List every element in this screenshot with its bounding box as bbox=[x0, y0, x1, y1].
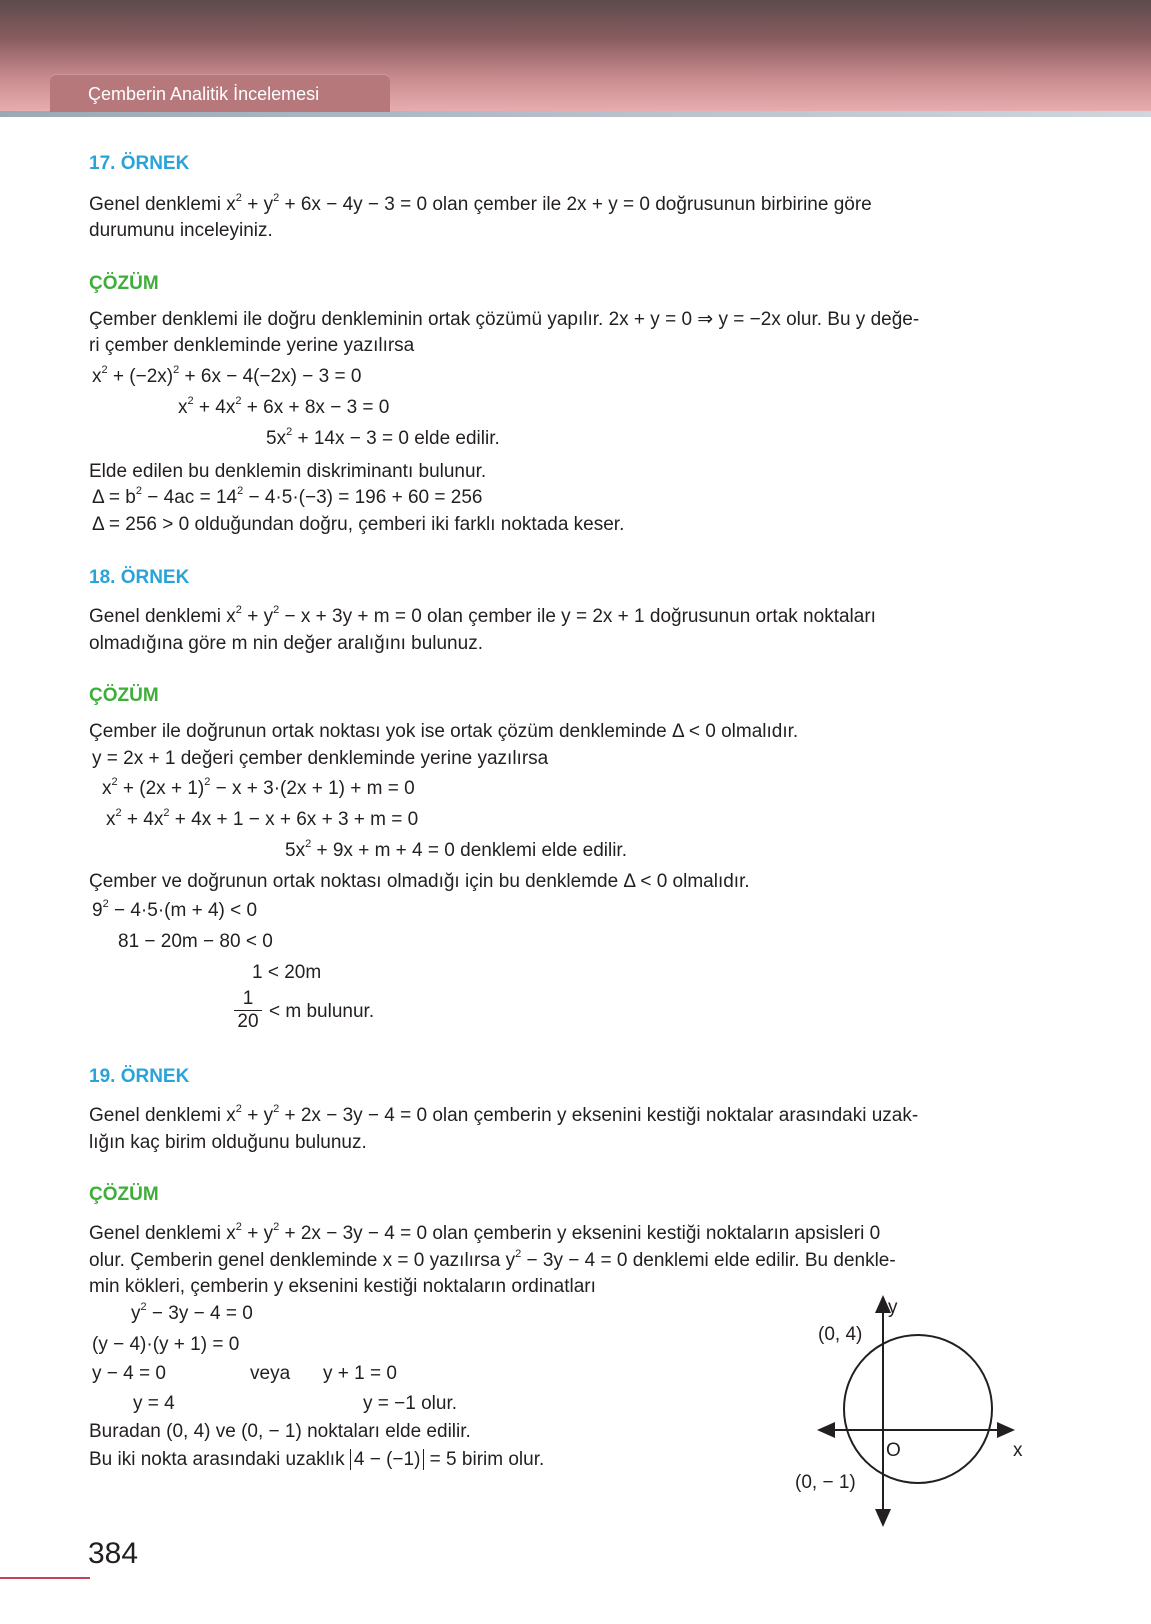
example-19-solution-line-5: Bu iki nokta arasındaki uzaklık 4 − (−1) = 5 birim olur. bbox=[89, 1449, 545, 1470]
y-axis-label: y bbox=[888, 1297, 898, 1318]
example-17-equation-1: $x^2 + (-2x)^2 + 6x - 4(-2x) - 3 = 0$ bbox=[92, 364, 362, 387]
example-19-question-line-2: lığın kaç birim olduğunu bulunuz. bbox=[89, 1132, 367, 1153]
example-19-equation-3a: y − 4 = 0 bbox=[92, 1363, 166, 1384]
example-18-question-line-2: olmadığına göre m nin değer aralığını bulunuz. bbox=[89, 633, 483, 654]
fraction-numerator: 1 bbox=[234, 988, 262, 1011]
example-19-title: 19. ÖRNEK bbox=[89, 1066, 190, 1087]
example-18-equation-1: $x^2 + (2x + 1)^2 - x + 3\cdot(2x + 1) + m = 0$ bbox=[102, 776, 415, 799]
example-19-equation-1: $y^2 - 3y - 4 = 0$ bbox=[131, 1301, 253, 1324]
example-18-result: < m bulunur. bbox=[269, 1001, 375, 1022]
example-17-title: 17. ÖRNEK bbox=[89, 153, 190, 174]
example-19-solution-line-2: olur. Çemberin genel denkleminde x = 0 yazılırsa $y^2 - 3y - 4 = 0$ denklemi elde edilir. Bu denkle- bbox=[89, 1248, 896, 1271]
example-18-inequality-2: 81 − 20m − 80 < 0 bbox=[118, 931, 273, 952]
example-19-equation-2: (y − 4)·(y + 1) = 0 bbox=[92, 1334, 240, 1355]
example-17-solution-title: ÇÖZÜM bbox=[89, 273, 159, 294]
example-18-title: 18. ÖRNEK bbox=[89, 567, 190, 588]
point-0-4-label: (0, 4) bbox=[818, 1324, 863, 1345]
example-17-question-line-1: Genel denklemi $x^2 + y^2 + 6x - 4y - 3 = 0$ olan çember ile 2x + y = 0 doğrusunun birbirine göre bbox=[89, 192, 872, 215]
example-17-question-line-2: durumunu inceleyiniz. bbox=[89, 220, 273, 241]
example-18-solution-title: ÇÖZÜM bbox=[89, 685, 159, 706]
example-17-solution-line-1: Çember denklemi ile doğru denkleminin ortak çözümü yapılır. 2x + y = 0 ⇒ y = −2x olur. Bu y değe- bbox=[89, 309, 920, 330]
example-18-solution-line-3: Çember ve doğrunun ortak noktası olmadığı için bu denklemde Δ < 0 olmalıdır. bbox=[89, 871, 750, 892]
example-18-equation-3: $5x^2 + 9x + m + 4 = 0$ denklemi elde edilir. bbox=[285, 838, 627, 861]
example-17-equation-3: $5x^2 + 14x - 3 = 0$ elde edilir. bbox=[266, 426, 500, 449]
example-19-solution-line-3: min kökleri, çemberin y eksenini kestiği noktaların ordinatları bbox=[89, 1276, 596, 1297]
point-0-minus-1-label: (0, − 1) bbox=[795, 1472, 856, 1493]
example-18-inequality-1: $9^2 - 4\cdot 5\cdot(m + 4) < 0$ bbox=[92, 898, 258, 921]
fraction-denominator: 20 bbox=[237, 1011, 259, 1032]
example-17-equation-2: $x^2 + 4x^2 + 6x + 8x - 3 = 0$ bbox=[178, 395, 390, 418]
example-19-solution-line-1: Genel denklemi $x^2 + y^2 + 2x - 3y - 4 = 0$ olan çemberin y eksenini kestiği noktaların apsisleri 0 bbox=[89, 1221, 881, 1244]
example-19-equation-3b: y + 1 = 0 bbox=[323, 1363, 397, 1384]
example-18-inequality-3: 1 < 20m bbox=[252, 962, 322, 983]
origin-label: O bbox=[886, 1440, 901, 1461]
example-17-conclusion: Δ = 256 > 0 olduğundan doğru, çemberi iki farklı noktada keser. bbox=[92, 514, 625, 535]
example-19-solution-title: ÇÖZÜM bbox=[89, 1184, 159, 1205]
example-17-discriminant: $\Delta = b^2 - 4ac = 14^2 - 4\cdot 5\cdot(-3) = 196 + 60 = 256$ bbox=[92, 485, 483, 508]
page-number: 384 bbox=[88, 1537, 139, 1570]
circle-shape bbox=[844, 1335, 992, 1483]
x-axis-label: x bbox=[1013, 1440, 1023, 1461]
example-17-solution-line-2: ri çember denkleminde yerine yazılırsa bbox=[89, 335, 415, 356]
section-title: Çemberin Analitik İncelemesi bbox=[88, 84, 320, 104]
example-17-solution-line-3: Elde edilen bu denklemin diskriminantı bulunur. bbox=[89, 461, 487, 482]
page-number-rule bbox=[0, 1577, 90, 1579]
example-18-equation-2: $x^2 + 4x^2 + 4x + 1 - x + 6x + 3 + m = 0$ bbox=[106, 807, 419, 830]
example-19-equation-3-or: veya bbox=[250, 1363, 291, 1384]
example-18-solution-line-1: Çember ile doğrunun ortak noktası yok ise ortak çözüm denkleminde Δ < 0 olmalıdır. bbox=[89, 721, 799, 742]
example-18-solution-line-2: y = 2x + 1 değeri çember denkleminde yerine yazılırsa bbox=[92, 748, 549, 769]
example-19-solution-line-4: Buradan (0, 4) ve (0, − 1) noktaları elde edilir. bbox=[89, 1421, 471, 1442]
absolute-value: 4 − (−1) bbox=[350, 1449, 425, 1470]
example-19-equation-4b: y = −1 olur. bbox=[363, 1393, 458, 1414]
example-19-question-line-1: Genel denklemi $x^2 + y^2 + 2x - 3y - 4 = 0$ olan çemberin y eksenini kestiği noktalar arasındaki uzak- bbox=[89, 1103, 919, 1126]
example-18-question-line-1: Genel denklemi $x^2 + y^2 - x + 3y + m = 0$ olan çember ile y = 2x + 1 doğrusunun ortak noktaları bbox=[89, 604, 876, 627]
example-19-equation-4a: y = 4 bbox=[133, 1393, 175, 1414]
